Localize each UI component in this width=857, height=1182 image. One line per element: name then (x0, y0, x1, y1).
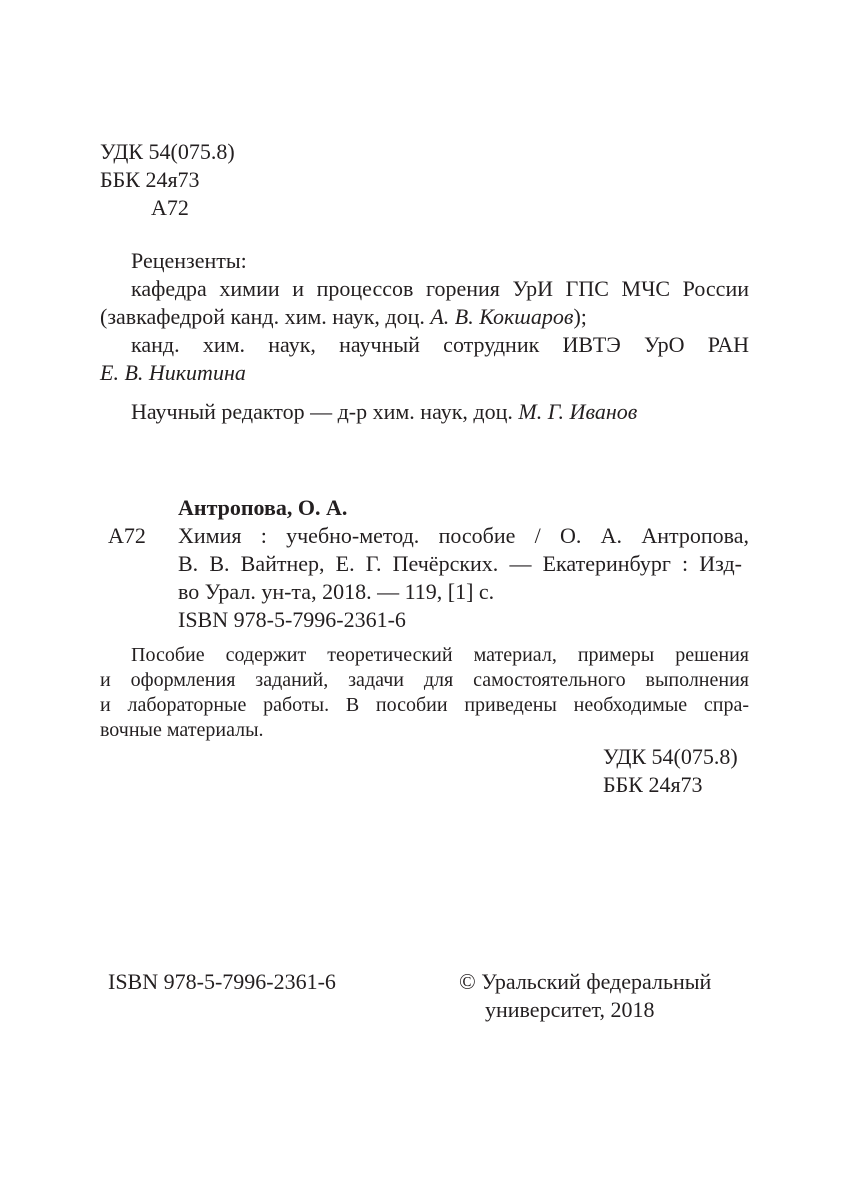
annotation-text-2: и оформления заданий, задачи для самостоятельного выполнения (100, 669, 749, 691)
record-title: Химия : учебно-метод. пособие / О. А. Антропова, (178, 523, 749, 548)
reviewer-2-line-1 (131, 331, 749, 359)
imprint-isbn: ISBN 978-5-7996-2361-6 (108, 969, 336, 994)
record-author-name: Антропова, О. А. (178, 495, 348, 520)
reviewer-1-title: (завкафедрой канд. хим. наук, доц. (100, 304, 431, 329)
record-mark: А72 (108, 523, 146, 548)
bbk-code: ББК 24я73 (100, 167, 200, 192)
annotation-line-3 (100, 693, 749, 718)
reviewer-2-line-2 (100, 359, 246, 387)
record-author (178, 494, 347, 522)
reviewer-2-text: канд. хим. наук, научный сотрудник ИВТЭ УрО РАН (131, 332, 749, 357)
copyright-line-2: университет, 2018 (485, 997, 655, 1022)
record-line-1 (178, 522, 749, 550)
copyright-line-1: © Уральский федеральный (459, 969, 712, 994)
annotation-text-1: Пособие содержит теоретический материал, примеры решения (131, 644, 749, 666)
udk-code: УДК 54(075.8) (100, 139, 235, 164)
annotation-line-4: вочные материалы. (100, 719, 264, 741)
editor-name: М. Г. Иванов (518, 399, 638, 424)
record-isbn: ISBN 978-5-7996-2361-6 (178, 607, 406, 632)
reviewer-1-name: А. В. Кокшаров (430, 304, 574, 329)
annotation-text-3: и лабораторные работы. В пособии приведены необходимые спра- (100, 694, 749, 716)
reviewer-1-text: кафедра химии и процессов горения УрИ ГПС МЧС России (131, 276, 749, 301)
reviewers-heading: Рецензенты: (131, 248, 247, 273)
footer-udk-code: УДК 54(075.8) (603, 744, 738, 769)
reviewer-1-suffix: ); (573, 304, 587, 329)
scientific-editor (131, 398, 637, 426)
reviewer-1-line-1 (131, 275, 749, 303)
reviewer-2-name: Е. В. Никитина (100, 360, 246, 385)
footer-bbk-code: ББК 24я73 (603, 772, 703, 797)
record-line-2 (178, 550, 742, 578)
record-line-3: во Урал. ун-та, 2018. — 119, [1] с. (178, 579, 495, 604)
reviewer-1-line-2 (100, 303, 587, 331)
annotation-line-1 (131, 643, 749, 668)
author-mark: А72 (151, 195, 189, 220)
record-authors: В. В. Вайтнер, Е. Г. Печёрских. — Екатеринбург : Изд- (178, 551, 742, 576)
editor-title: Научный редактор — д-р хим. наук, доц. (131, 399, 519, 424)
annotation-line-2 (100, 668, 749, 693)
